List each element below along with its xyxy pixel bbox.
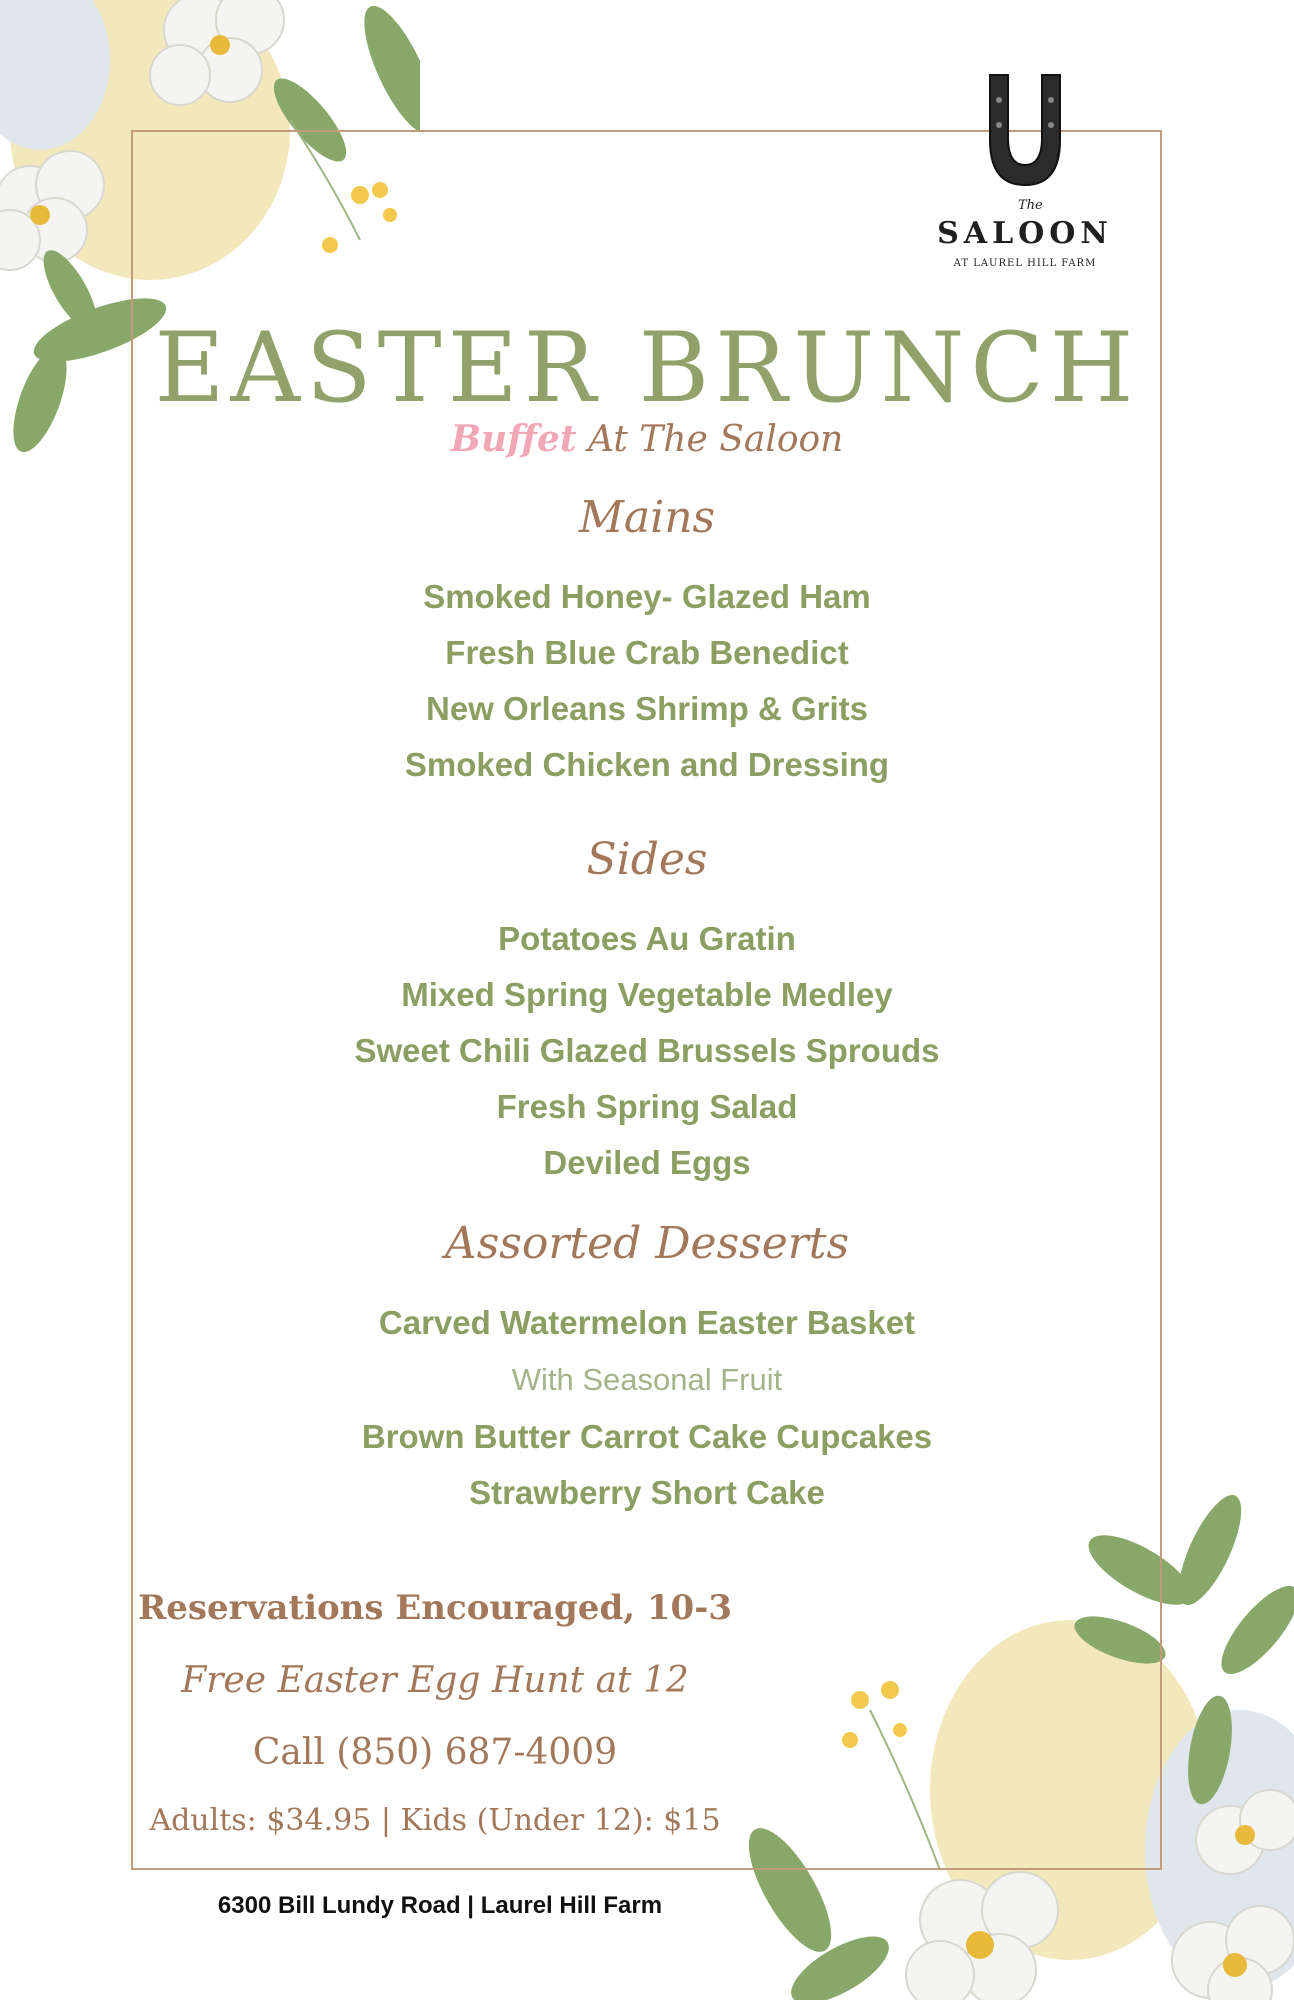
menu-item: Deviled Eggs: [543, 1144, 751, 1181]
logo-name: SALOON: [937, 216, 1113, 251]
menu-item: New Orleans Shrimp & Grits: [426, 690, 868, 727]
prices-text: Adults: $34.95 | Kids (Under 12): $15: [149, 1803, 721, 1838]
logo-the: The: [1018, 198, 1043, 213]
egg-hunt-text: Free Easter Egg Hunt at 12: [181, 1660, 689, 1701]
menu-item: Brown Butter Carrot Cake Cupcakes: [361, 1418, 933, 1455]
reservations-text: Reservations Encouraged, 10-3: [138, 1588, 732, 1628]
menu-item: Strawberry Short Cake: [469, 1474, 825, 1511]
menu-item: Carved Watermelon Easter Basket: [378, 1304, 916, 1341]
menu-item: Sweet Chili Glazed Brussels Sprouds: [354, 1032, 940, 1069]
menu-item: Mixed Spring Vegetable Medley: [401, 976, 893, 1013]
page-title: EASTER BRUNCH: [154, 312, 1140, 424]
menu-item-note: With Seasonal Fruit: [511, 1362, 783, 1397]
menu-item: Fresh Blue Crab Benedict: [445, 634, 849, 671]
menu-item: Potatoes Au Gratin: [498, 920, 796, 957]
section-heading-mains: Mains: [578, 492, 716, 543]
section-heading-sides: Sides: [586, 834, 708, 885]
menu-item: Smoked Honey- Glazed Ham: [423, 578, 871, 615]
menu-item: Fresh Spring Salad: [496, 1088, 798, 1125]
subtitle-highlight: Buffet: [450, 418, 577, 460]
address-text: 6300 Bill Lundy Road | Laurel Hill Farm: [217, 1892, 663, 1919]
page-subtitle: [0, 418, 1294, 460]
section-heading-desserts: Assorted Desserts: [444, 1218, 850, 1269]
saloon-logo: [920, 70, 1130, 270]
logo-subtitle: AT LAUREL HILL FARM: [953, 258, 1097, 269]
menu-item: Smoked Chicken and Dressing: [404, 746, 890, 783]
phone-text: Call (850) 687-4009: [252, 1732, 618, 1773]
horseshoe-icon: [920, 70, 1130, 195]
subtitle-rest: At The Saloon: [576, 419, 844, 460]
